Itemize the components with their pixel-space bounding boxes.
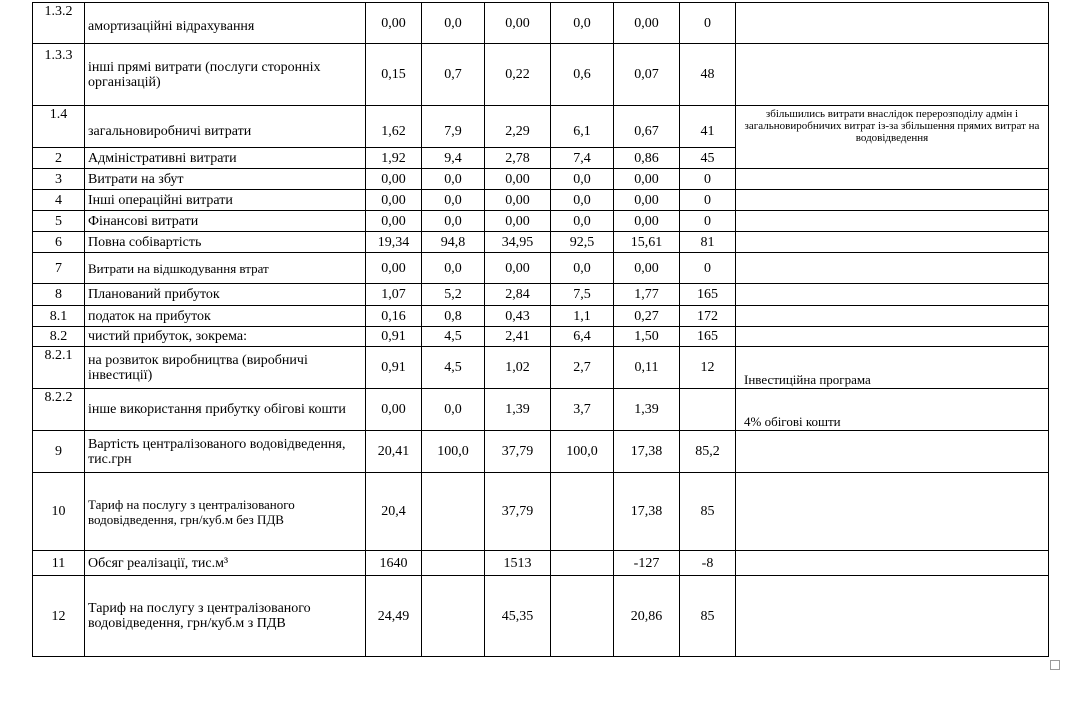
cell-value: 0,16 [366,306,422,327]
table-row [33,106,1049,148]
cell-value: 6,4 [551,327,614,347]
table-row [33,169,1049,190]
row-number: 9 [33,431,85,473]
cell-value: 0,00 [366,389,422,431]
cell-value: 24,49 [366,576,422,657]
row-number: 8.2 [33,327,85,347]
cell-value: 0,00 [614,3,680,44]
row-number: 10 [33,473,85,551]
cell-value: 0,00 [614,211,680,232]
table-row [33,211,1049,232]
table-row [33,190,1049,211]
cell-value: 0,91 [366,327,422,347]
cell-value: 12 [680,347,736,389]
cell-value: 3,7 [551,389,614,431]
note-cell [736,431,1049,473]
cell-value: 2,7 [551,347,614,389]
cell-value: 34,95 [485,232,551,253]
cell-value: 2,41 [485,327,551,347]
cell-value: 0,00 [366,3,422,44]
cell-value: 1,77 [614,284,680,306]
table-row [33,431,1049,473]
cell-value: 0,86 [614,148,680,169]
row-number: 8.2.2 [33,389,85,431]
cell-value: 0,27 [614,306,680,327]
note-admin-costs: збільшились витрати внаслідок перерозподілу адмін і загальновиробничих витрат із-за збільшення прямих витрат на водовідведення [736,106,1049,169]
cell-value: 48 [680,44,736,106]
cell-value: 0,0 [422,253,485,284]
cell-value: 1640 [366,551,422,576]
row-number: 1.3.2 [33,3,85,44]
cell-value: 0 [680,190,736,211]
cell-value: 41 [680,106,736,148]
cell-value: 1,62 [366,106,422,148]
cell-value: 37,79 [485,431,551,473]
cell-value [422,576,485,657]
cell-value: 0,0 [551,211,614,232]
table-row [33,3,1049,44]
cell-value: 37,79 [485,473,551,551]
row-number: 4 [33,190,85,211]
cell-value: 20,41 [366,431,422,473]
row-number: 2 [33,148,85,169]
cell-value: 0,15 [366,44,422,106]
note-cell [736,306,1049,327]
cell-value: 0,0 [422,169,485,190]
row-name: амортизаційні відрахування [85,3,366,44]
row-name: чистий прибуток, зокрема: [85,327,366,347]
cell-value: 1,1 [551,306,614,327]
table-row [33,232,1049,253]
note-cell [736,576,1049,657]
cell-value [551,551,614,576]
cell-value: 0,0 [422,211,485,232]
cell-value: 0,0 [422,3,485,44]
cell-value [551,576,614,657]
cell-value: 7,5 [551,284,614,306]
cell-value: 45,35 [485,576,551,657]
cell-value: 0,07 [614,44,680,106]
row-number: 6 [33,232,85,253]
row-name: загальновиробничі витрати [85,106,366,148]
cell-value: 0,00 [366,190,422,211]
cell-value: 1513 [485,551,551,576]
cell-value: 1,39 [485,389,551,431]
cell-value: 0,0 [422,190,485,211]
cell-value: 85 [680,473,736,551]
cell-value: 0,67 [614,106,680,148]
row-name: Фінансові витрати [85,211,366,232]
table-row [33,576,1049,657]
table-row [33,389,1049,431]
cell-value: 0,0 [551,190,614,211]
cell-value: 94,8 [422,232,485,253]
row-name: на розвиток виробництва (виробничі інвестиції) [85,347,366,389]
table-row [33,44,1049,106]
cell-value: 0 [680,169,736,190]
cell-value: 7,4 [551,148,614,169]
cell-value: 85,2 [680,431,736,473]
row-name: податок на прибуток [85,306,366,327]
cell-value: 0,00 [485,190,551,211]
table-row [33,284,1049,306]
cell-value: 7,9 [422,106,485,148]
cell-value: 0 [680,253,736,284]
cell-value: 9,4 [422,148,485,169]
row-number: 8 [33,284,85,306]
cell-value: 17,38 [614,431,680,473]
cell-value: 0 [680,211,736,232]
cell-value: 172 [680,306,736,327]
note-cell [736,551,1049,576]
cell-value: 92,5 [551,232,614,253]
row-name: Тариф на послугу з централізованого водовідведення, грн/куб.м без ПДВ [85,473,366,551]
cell-value: 0,00 [366,211,422,232]
row-name: Тариф на послугу з централізованого водовідведення, грн/куб.м з ПДВ [85,576,366,657]
row-number: 5 [33,211,85,232]
cell-value: 0,00 [614,190,680,211]
cell-value: 0,8 [422,306,485,327]
cell-value [422,551,485,576]
cell-value: 6,1 [551,106,614,148]
cell-value: 2,84 [485,284,551,306]
cell-value: 0 [680,3,736,44]
cell-value: 0,00 [485,211,551,232]
cell-value: 19,34 [366,232,422,253]
cell-value: 0,6 [551,44,614,106]
row-name: інші прямі витрати (послуги сторонніх організацій) [85,44,366,106]
cell-value: 0,91 [366,347,422,389]
table-row [33,473,1049,551]
note-cell [736,44,1049,106]
note-investment-program: Інвестиційна програма [736,347,1049,389]
table-resize-handle[interactable] [1050,660,1060,670]
row-name: Вартість централізованого водовідведення, тис.грн [85,431,366,473]
cell-value: 4,5 [422,327,485,347]
table-row [33,551,1049,576]
cell-value: 4,5 [422,347,485,389]
table-row [33,253,1049,284]
row-name: Повна собівартість [85,232,366,253]
row-number: 11 [33,551,85,576]
cell-value [551,473,614,551]
cell-value: -8 [680,551,736,576]
cell-value: 0,00 [366,169,422,190]
table-row [33,327,1049,347]
row-name: Інші операційні витрати [85,190,366,211]
cell-value: 165 [680,284,736,306]
cell-value: 45 [680,148,736,169]
cell-value: 0,00 [614,169,680,190]
cell-value: 1,92 [366,148,422,169]
row-name: Витрати на відшкодування втрат [85,253,366,284]
table-row [33,306,1049,327]
cell-value: 17,38 [614,473,680,551]
cell-value: 0,00 [485,253,551,284]
cell-value: 0,11 [614,347,680,389]
cell-value: 0,0 [551,253,614,284]
cell-value: 15,61 [614,232,680,253]
row-number: 3 [33,169,85,190]
note-cell [736,284,1049,306]
cell-value: 0,0 [422,389,485,431]
cell-value: 20,4 [366,473,422,551]
row-number: 12 [33,576,85,657]
cell-value: 2,78 [485,148,551,169]
row-number: 1.3.3 [33,44,85,106]
cell-value: 0,00 [614,253,680,284]
cell-value: 0,00 [485,3,551,44]
cell-value: 0,00 [485,169,551,190]
cell-value: 0,00 [366,253,422,284]
table-row [33,347,1049,389]
note-working-capital: 4% обігові кошти [736,389,1049,431]
note-cell [736,169,1049,190]
cell-value: 0,22 [485,44,551,106]
cell-value [422,473,485,551]
cell-value: 20,86 [614,576,680,657]
row-name: інше використання прибутку обігові кошти [85,389,366,431]
cell-value: 0,0 [551,3,614,44]
row-number: 7 [33,253,85,284]
cell-value: 5,2 [422,284,485,306]
cell-value: 85 [680,576,736,657]
row-number: 8.2.1 [33,347,85,389]
row-number: 8.1 [33,306,85,327]
cell-value: 1,02 [485,347,551,389]
cell-value [680,389,736,431]
cell-value: 0,0 [551,169,614,190]
note-cell [736,3,1049,44]
cell-value: 165 [680,327,736,347]
cell-value: 2,29 [485,106,551,148]
row-name: Адміністративні витрати [85,148,366,169]
cell-value: 100,0 [551,431,614,473]
note-cell [736,327,1049,347]
cell-value: 1,39 [614,389,680,431]
note-cell [736,211,1049,232]
note-cell [736,232,1049,253]
cell-value: 81 [680,232,736,253]
tariff-table [32,2,1049,657]
row-name: Обсяг реалізації, тис.м³ [85,551,366,576]
cell-value: 1,50 [614,327,680,347]
cell-value: -127 [614,551,680,576]
note-cell [736,253,1049,284]
cell-value: 0,7 [422,44,485,106]
note-cell [736,473,1049,551]
note-cell [736,190,1049,211]
cell-value: 1,07 [366,284,422,306]
row-name: Витрати на збут [85,169,366,190]
cell-value: 100,0 [422,431,485,473]
row-name: Планований прибуток [85,284,366,306]
cell-value: 0,43 [485,306,551,327]
row-number: 1.4 [33,106,85,148]
